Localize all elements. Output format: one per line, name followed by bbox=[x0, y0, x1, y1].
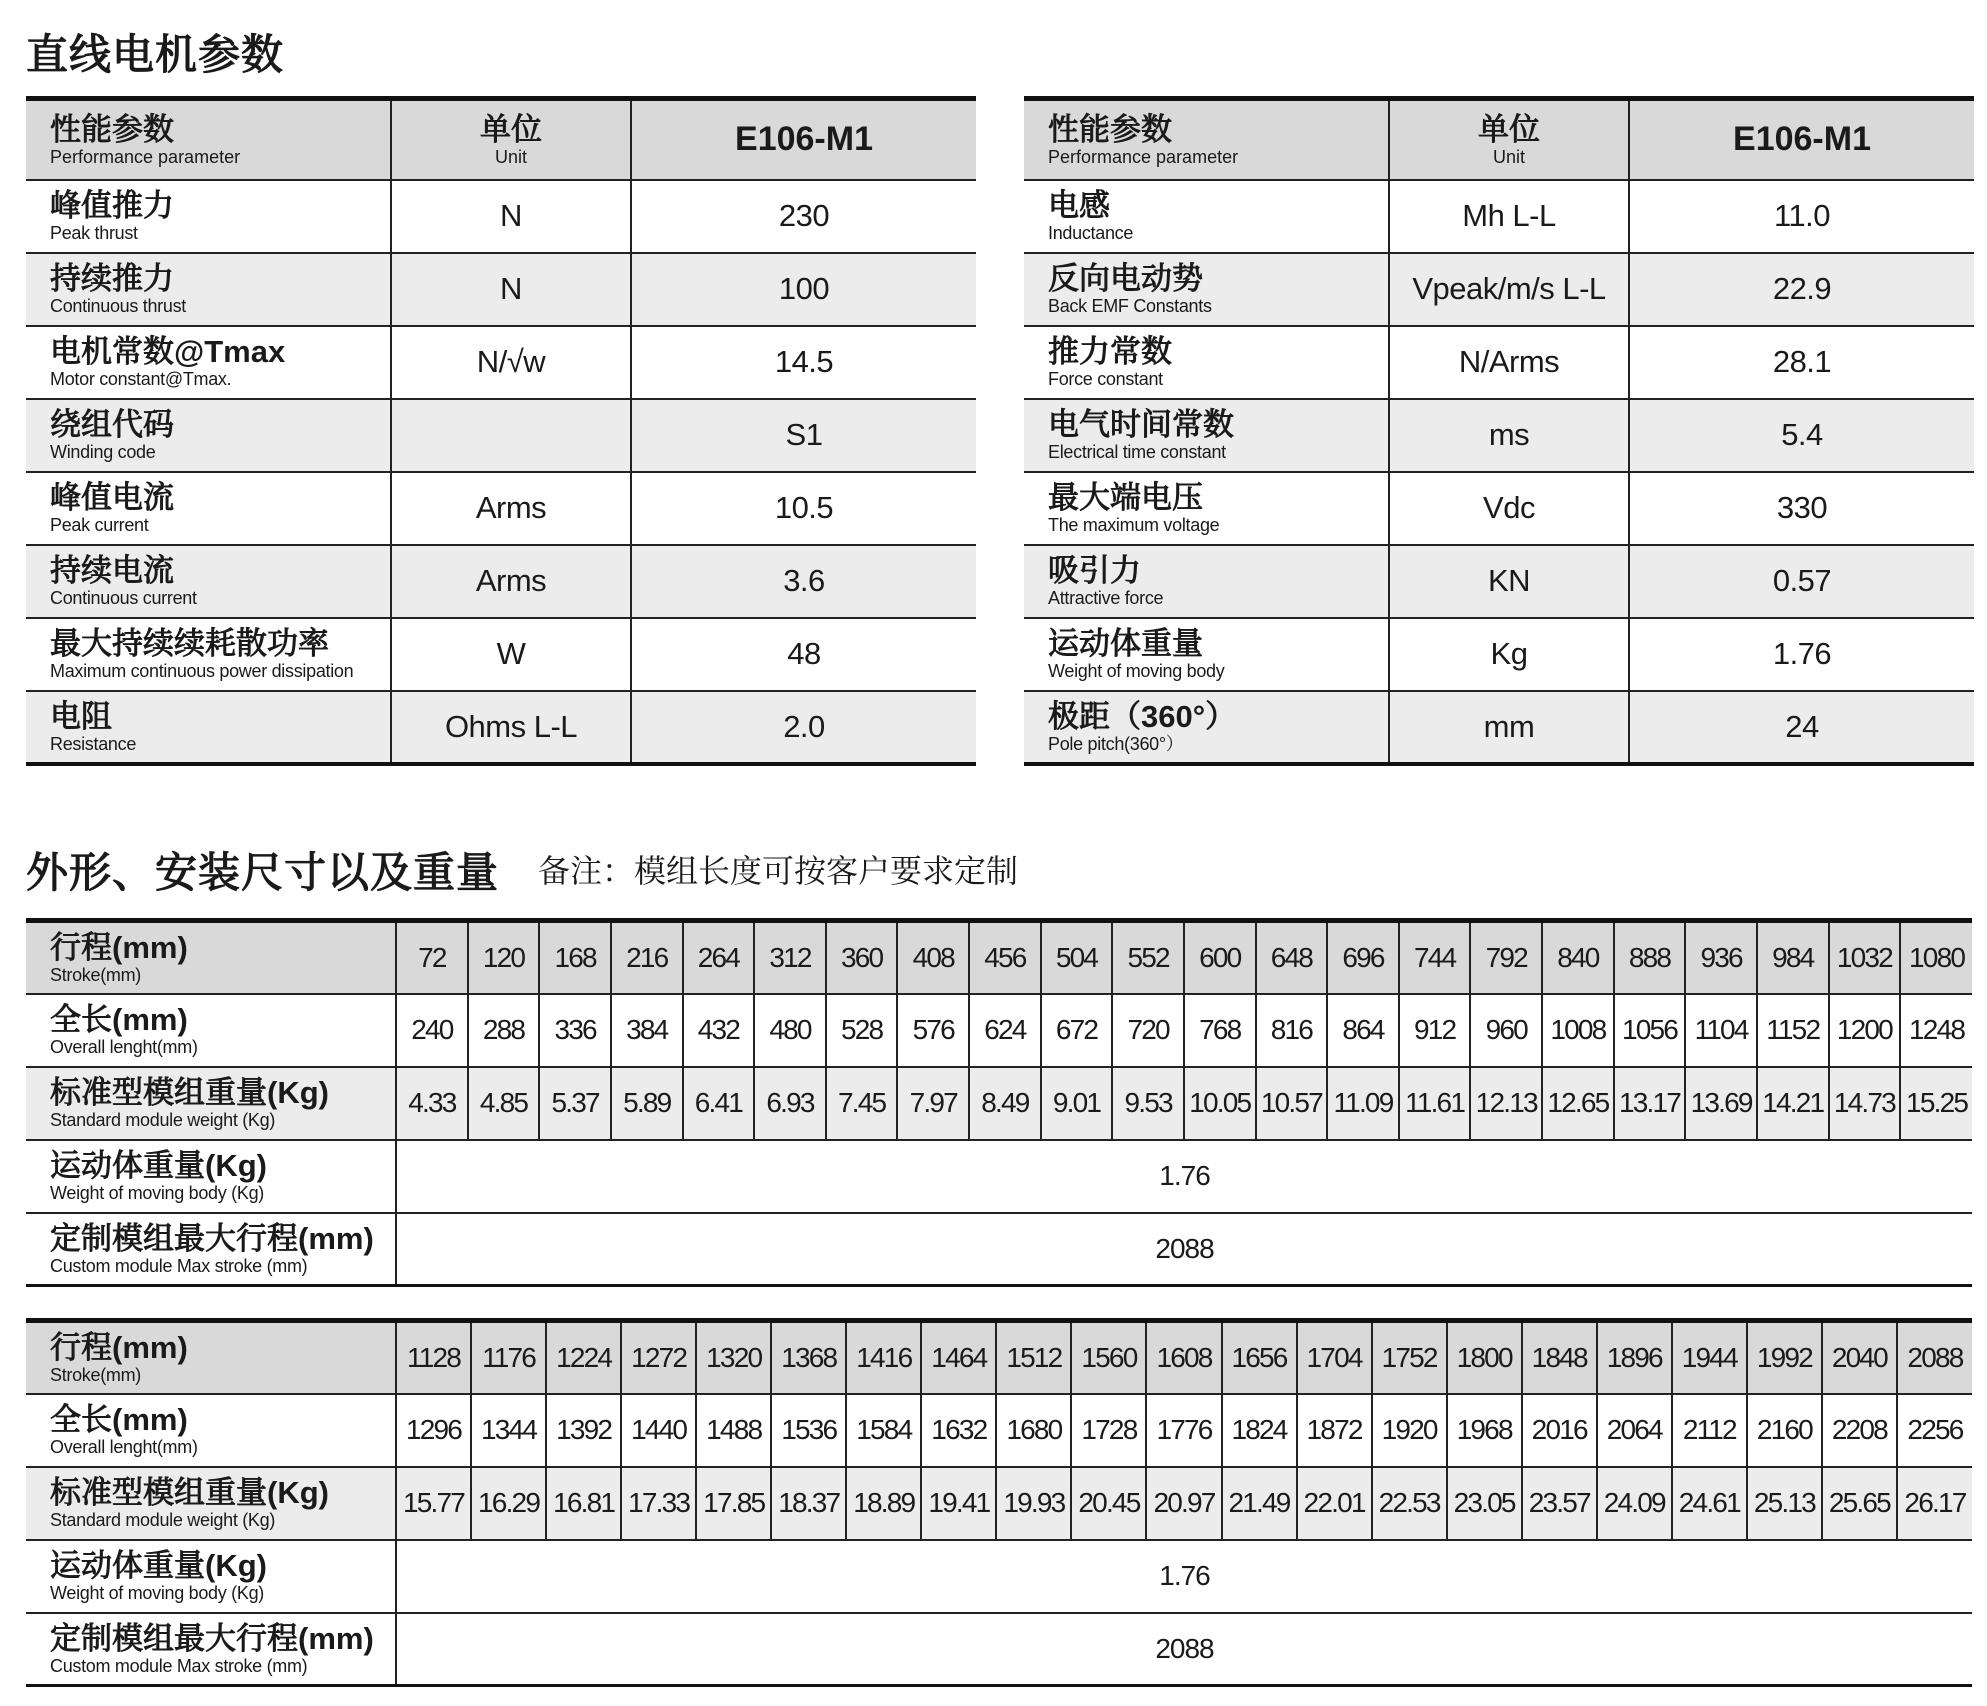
length-cell: 768 bbox=[1184, 994, 1256, 1067]
param-name-cell bbox=[1024, 180, 1389, 253]
weight-cell: 18.89 bbox=[846, 1467, 921, 1540]
row-label-en: Overall lenght(mm) bbox=[50, 1037, 198, 1057]
table-row bbox=[1024, 618, 1974, 691]
param-name-cell bbox=[26, 180, 391, 253]
weight-cell: 20.97 bbox=[1146, 1467, 1221, 1540]
param-name-en: Continuous current bbox=[50, 588, 197, 608]
param-name-en: Electrical time constant bbox=[1048, 442, 1226, 462]
row-label-cn: 标准型模组重量(Kg) bbox=[50, 1075, 329, 1110]
param-name-en: Force constant bbox=[1048, 369, 1163, 389]
header-param-cn: 性能参数 bbox=[1048, 111, 1172, 147]
stroke-cell: 504 bbox=[1041, 921, 1113, 994]
param-unit-cell: Arms bbox=[391, 472, 631, 545]
stroke-cell: 1656 bbox=[1222, 1321, 1297, 1394]
stroke-cell: 552 bbox=[1112, 921, 1184, 994]
length-cell: 1824 bbox=[1222, 1394, 1297, 1467]
header-model-cell: E106-M1 bbox=[1629, 99, 1974, 180]
stroke-cell: 1848 bbox=[1522, 1321, 1597, 1394]
param-name-cn: 电气时间常数 bbox=[1048, 407, 1234, 442]
weight-cell: 22.01 bbox=[1297, 1467, 1372, 1540]
param-name-en: The maximum voltage bbox=[1048, 515, 1220, 535]
stroke-cell: 792 bbox=[1470, 921, 1542, 994]
table-row bbox=[1024, 253, 1974, 326]
header-param-en: Performance parameter bbox=[50, 146, 241, 167]
stroke-row-weight bbox=[26, 1467, 1972, 1540]
param-value-cell: 48 bbox=[631, 618, 976, 691]
param-name-cn: 电机常数@Tmax bbox=[50, 334, 286, 369]
param-name-cn: 反向电动势 bbox=[1048, 261, 1203, 296]
param-name-cell bbox=[26, 326, 391, 399]
row-label-cn: 行程(mm) bbox=[50, 929, 188, 965]
param-name-cn: 电阻 bbox=[50, 698, 112, 734]
param-name-cn: 吸引力 bbox=[1048, 553, 1141, 588]
weight-cell: 11.09 bbox=[1327, 1067, 1399, 1140]
stroke-cell: 1704 bbox=[1297, 1321, 1372, 1394]
param-name-cn: 极距（360°） bbox=[1048, 698, 1237, 734]
stroke-cell: 1224 bbox=[546, 1321, 621, 1394]
length-cell: 720 bbox=[1112, 994, 1184, 1067]
stroke-cell: 1272 bbox=[621, 1321, 696, 1394]
table-row bbox=[26, 691, 976, 764]
param-unit-cell: N bbox=[391, 180, 631, 253]
table-header-row bbox=[26, 99, 976, 180]
param-name-cell bbox=[26, 545, 391, 618]
row-label-cn: 全长(mm) bbox=[50, 1002, 188, 1037]
param-name-en: Pole pitch(360°） bbox=[1048, 733, 1184, 754]
table-row bbox=[26, 326, 976, 399]
row-label-cn: 全长(mm) bbox=[50, 1402, 188, 1437]
row-label-weight bbox=[26, 1067, 396, 1140]
table-row bbox=[1024, 472, 1974, 545]
row-label-moving bbox=[26, 1140, 396, 1213]
stroke-cell: 1608 bbox=[1146, 1321, 1221, 1394]
param-name-en: Resistance bbox=[50, 733, 137, 754]
weight-cell: 9.53 bbox=[1112, 1067, 1184, 1140]
param-value-cell: 14.5 bbox=[631, 326, 976, 399]
stroke-cell: 600 bbox=[1184, 921, 1256, 994]
weight-cell: 14.73 bbox=[1829, 1067, 1901, 1140]
param-name-cn: 运动体重量 bbox=[1048, 626, 1203, 661]
header-param-cell bbox=[26, 99, 391, 180]
row-label-cn: 行程(mm) bbox=[50, 1329, 188, 1365]
stroke-cell: 1368 bbox=[771, 1321, 846, 1394]
param-value-cell: 22.9 bbox=[1629, 253, 1974, 326]
weight-cell: 17.33 bbox=[621, 1467, 696, 1540]
param-unit-cell: N/Arms bbox=[1389, 326, 1629, 399]
stroke-cell: 216 bbox=[611, 921, 683, 994]
header-unit-cell bbox=[1389, 99, 1629, 180]
length-cell: 1248 bbox=[1900, 994, 1972, 1067]
weight-cell: 12.65 bbox=[1542, 1067, 1614, 1140]
stroke-cell: 264 bbox=[683, 921, 755, 994]
param-name-en: Motor constant@Tmax. bbox=[50, 369, 232, 389]
length-cell: 2064 bbox=[1597, 1394, 1672, 1467]
param-name-cell bbox=[1024, 399, 1389, 472]
length-cell: 1488 bbox=[696, 1394, 771, 1467]
weight-cell: 16.81 bbox=[546, 1467, 621, 1540]
param-name-cell bbox=[1024, 691, 1389, 764]
length-cell: 1440 bbox=[621, 1394, 696, 1467]
stroke-cell: 1896 bbox=[1597, 1321, 1672, 1394]
length-cell: 624 bbox=[969, 994, 1041, 1067]
length-cell: 240 bbox=[396, 994, 468, 1067]
stroke-cell: 1800 bbox=[1447, 1321, 1522, 1394]
param-value-cell: 28.1 bbox=[1629, 326, 1974, 399]
param-name-en: Weight of moving body bbox=[1048, 661, 1225, 681]
row-label-length bbox=[26, 994, 396, 1067]
length-cell: 432 bbox=[683, 994, 755, 1067]
param-unit-cell: Mh L-L bbox=[1389, 180, 1629, 253]
table-row bbox=[26, 180, 976, 253]
param-name-cell bbox=[1024, 326, 1389, 399]
row-label-en: Overall lenght(mm) bbox=[50, 1437, 198, 1457]
length-cell: 1968 bbox=[1447, 1394, 1522, 1467]
row-label-max bbox=[26, 1613, 396, 1686]
param-name-cell bbox=[26, 472, 391, 545]
param-name-en: Peak thrust bbox=[50, 223, 138, 243]
length-cell: 1392 bbox=[546, 1394, 621, 1467]
weight-cell: 5.37 bbox=[539, 1067, 611, 1140]
stroke-cell: 168 bbox=[539, 921, 611, 994]
param-unit-cell: Vpeak/m/s L-L bbox=[1389, 253, 1629, 326]
stroke-cell: 72 bbox=[396, 921, 468, 994]
stroke-cell: 1560 bbox=[1071, 1321, 1146, 1394]
stroke-row-moving bbox=[26, 1540, 1972, 1613]
row-label-en: Stroke(mm) bbox=[50, 1364, 141, 1385]
stroke-cell: 1032 bbox=[1829, 921, 1901, 994]
table-row bbox=[26, 618, 976, 691]
table-row bbox=[26, 253, 976, 326]
weight-cell: 14.21 bbox=[1757, 1067, 1829, 1140]
row-label-cn: 运动体重量(Kg) bbox=[50, 1148, 267, 1183]
weight-cell: 7.45 bbox=[826, 1067, 898, 1140]
row-label-en: Custom module Max stroke (mm) bbox=[50, 1255, 308, 1276]
length-cell: 2016 bbox=[1522, 1394, 1597, 1467]
param-name-en: Attractive force bbox=[1048, 588, 1164, 608]
stroke-cell: 1992 bbox=[1747, 1321, 1822, 1394]
moving-value-cell: 1.76 bbox=[396, 1140, 1972, 1213]
row-label-length bbox=[26, 1394, 396, 1467]
param-name-en: Peak current bbox=[50, 515, 149, 535]
param-name-cn: 电感 bbox=[1048, 188, 1110, 223]
param-name-en: Winding code bbox=[50, 442, 156, 462]
row-label-moving bbox=[26, 1540, 396, 1613]
length-cell: 288 bbox=[468, 994, 540, 1067]
header-param-cn: 性能参数 bbox=[50, 111, 174, 147]
stroke-cell: 840 bbox=[1542, 921, 1614, 994]
param-unit-cell: KN bbox=[1389, 545, 1629, 618]
max-value-cell: 2088 bbox=[396, 1613, 1972, 1686]
max-value-cell: 2088 bbox=[396, 1213, 1972, 1286]
weight-cell: 23.05 bbox=[1447, 1467, 1522, 1540]
length-cell: 912 bbox=[1399, 994, 1471, 1067]
stroke-cell: 1128 bbox=[396, 1321, 471, 1394]
row-label-max bbox=[26, 1213, 396, 1286]
header-param-cell bbox=[1024, 99, 1389, 180]
stroke-cell: 696 bbox=[1327, 921, 1399, 994]
param-unit-cell: Vdc bbox=[1389, 472, 1629, 545]
row-label-stroke bbox=[26, 921, 396, 994]
param-name-cell bbox=[1024, 618, 1389, 691]
param-name-cell bbox=[1024, 253, 1389, 326]
table-row bbox=[26, 545, 976, 618]
length-cell: 2256 bbox=[1897, 1394, 1972, 1467]
weight-cell: 23.57 bbox=[1522, 1467, 1597, 1540]
length-cell: 1152 bbox=[1757, 994, 1829, 1067]
length-cell: 480 bbox=[754, 994, 826, 1067]
length-cell: 864 bbox=[1327, 994, 1399, 1067]
table-row bbox=[1024, 180, 1974, 253]
length-cell: 1872 bbox=[1297, 1394, 1372, 1467]
header-unit-en: Unit bbox=[494, 146, 527, 167]
param-value-cell: 0.57 bbox=[1629, 545, 1974, 618]
weight-cell: 18.37 bbox=[771, 1467, 846, 1540]
length-cell: 336 bbox=[539, 994, 611, 1067]
parameter-table-left bbox=[26, 96, 976, 766]
length-cell: 384 bbox=[611, 994, 683, 1067]
param-name-cn: 最大持续续耗散功率 bbox=[50, 626, 329, 661]
stroke-cell: 2088 bbox=[1897, 1321, 1972, 1394]
length-cell: 576 bbox=[897, 994, 969, 1067]
weight-cell: 20.45 bbox=[1071, 1467, 1146, 1540]
table-header-row bbox=[1024, 99, 1974, 180]
stroke-row-length bbox=[26, 1394, 1972, 1467]
weight-cell: 25.65 bbox=[1822, 1467, 1897, 1540]
row-label-stroke bbox=[26, 1321, 396, 1394]
length-cell: 2112 bbox=[1672, 1394, 1747, 1467]
param-name-cell bbox=[26, 618, 391, 691]
header-unit-cn: 单位 bbox=[480, 111, 542, 147]
param-name-cell bbox=[26, 253, 391, 326]
length-cell: 1056 bbox=[1614, 994, 1686, 1067]
row-label-en: Custom module Max stroke (mm) bbox=[50, 1655, 308, 1676]
length-cell: 1296 bbox=[396, 1394, 471, 1467]
stroke-row-max bbox=[26, 1613, 1972, 1686]
table-row bbox=[26, 399, 976, 472]
weight-cell: 19.93 bbox=[996, 1467, 1071, 1540]
weight-cell: 24.09 bbox=[1597, 1467, 1672, 1540]
param-unit-cell: N/√w bbox=[391, 326, 631, 399]
param-value-cell: 330 bbox=[1629, 472, 1974, 545]
param-name-cell bbox=[26, 691, 391, 764]
length-cell: 1728 bbox=[1071, 1394, 1146, 1467]
stroke-cell: 360 bbox=[826, 921, 898, 994]
weight-cell: 10.05 bbox=[1184, 1067, 1256, 1140]
weight-cell: 5.89 bbox=[611, 1067, 683, 1140]
weight-cell: 19.41 bbox=[921, 1467, 996, 1540]
weight-cell: 16.29 bbox=[471, 1467, 546, 1540]
length-cell: 2160 bbox=[1747, 1394, 1822, 1467]
weight-cell: 15.77 bbox=[396, 1467, 471, 1540]
stroke-table-1 bbox=[26, 918, 1972, 1287]
param-value-cell: 230 bbox=[631, 180, 976, 253]
weight-cell: 13.69 bbox=[1685, 1067, 1757, 1140]
stroke-cell: 744 bbox=[1399, 921, 1471, 994]
stroke-cell: 648 bbox=[1256, 921, 1328, 994]
param-value-cell: 100 bbox=[631, 253, 976, 326]
param-name-en: Continuous thrust bbox=[50, 296, 186, 316]
table-row bbox=[26, 472, 976, 545]
header-model-cell: E106-M1 bbox=[631, 99, 976, 180]
weight-cell: 8.49 bbox=[969, 1067, 1041, 1140]
weight-cell: 9.01 bbox=[1041, 1067, 1113, 1140]
weight-cell: 6.41 bbox=[683, 1067, 755, 1140]
stroke-cell: 2040 bbox=[1822, 1321, 1897, 1394]
stroke-row-max bbox=[26, 1213, 1972, 1286]
param-value-cell: 5.4 bbox=[1629, 399, 1974, 472]
length-cell: 1200 bbox=[1829, 994, 1901, 1067]
param-name-cn: 推力常数 bbox=[1048, 334, 1172, 369]
row-label-en: Standard module weight (Kg) bbox=[50, 1110, 276, 1130]
weight-cell: 24.61 bbox=[1672, 1467, 1747, 1540]
length-cell: 1584 bbox=[846, 1394, 921, 1467]
weight-cell: 17.85 bbox=[696, 1467, 771, 1540]
param-name-cell bbox=[26, 399, 391, 472]
weight-cell: 25.13 bbox=[1747, 1467, 1822, 1540]
weight-cell: 4.85 bbox=[468, 1067, 540, 1140]
weight-cell: 7.97 bbox=[897, 1067, 969, 1140]
row-label-weight bbox=[26, 1467, 396, 1540]
section-title-dimensions: 外形、安装尺寸以及重量 bbox=[26, 849, 500, 896]
parameter-table-right bbox=[1024, 96, 1974, 766]
header-unit-en: Unit bbox=[1492, 146, 1525, 167]
length-cell: 1104 bbox=[1685, 994, 1757, 1067]
stroke-cell: 1176 bbox=[471, 1321, 546, 1394]
stroke-cell: 888 bbox=[1614, 921, 1686, 994]
param-value-cell: 24 bbox=[1629, 691, 1974, 764]
stroke-row-stroke bbox=[26, 1321, 1972, 1394]
row-label-cn: 运动体重量(Kg) bbox=[50, 1548, 267, 1583]
param-name-en: Back EMF Constants bbox=[1048, 296, 1212, 316]
stroke-cell: 1320 bbox=[696, 1321, 771, 1394]
param-unit-cell: mm bbox=[1389, 691, 1629, 764]
length-cell: 1632 bbox=[921, 1394, 996, 1467]
param-value-cell: 3.6 bbox=[631, 545, 976, 618]
weight-cell: 6.93 bbox=[754, 1067, 826, 1140]
weight-cell: 26.17 bbox=[1897, 1467, 1972, 1540]
param-unit-cell: Arms bbox=[391, 545, 631, 618]
moving-value-cell: 1.76 bbox=[396, 1540, 1972, 1613]
stroke-row-length bbox=[26, 994, 1972, 1067]
stroke-cell: 1944 bbox=[1672, 1321, 1747, 1394]
length-cell: 816 bbox=[1256, 994, 1328, 1067]
stroke-cell: 1512 bbox=[996, 1321, 1071, 1394]
stroke-row-weight bbox=[26, 1067, 1972, 1140]
param-value-cell: 11.0 bbox=[1629, 180, 1974, 253]
row-label-en: Weight of moving body (Kg) bbox=[50, 1183, 264, 1203]
table-row bbox=[1024, 399, 1974, 472]
section-note: 备注：模组长度可按客户要求定制 bbox=[538, 853, 1019, 889]
length-cell: 1344 bbox=[471, 1394, 546, 1467]
stroke-row-stroke bbox=[26, 921, 1972, 994]
param-value-cell: 2.0 bbox=[631, 691, 976, 764]
stroke-cell: 1752 bbox=[1372, 1321, 1447, 1394]
param-unit-cell: W bbox=[391, 618, 631, 691]
param-value-cell: 1.76 bbox=[1629, 618, 1974, 691]
weight-cell: 21.49 bbox=[1222, 1467, 1297, 1540]
param-name-cell bbox=[1024, 545, 1389, 618]
length-cell: 672 bbox=[1041, 994, 1113, 1067]
param-name-cn: 持续电流 bbox=[50, 553, 174, 588]
param-unit-cell: ms bbox=[1389, 399, 1629, 472]
param-name-en: Maximum continuous power dissipation bbox=[50, 661, 354, 681]
param-unit-cell bbox=[391, 399, 631, 472]
length-cell: 960 bbox=[1470, 994, 1542, 1067]
stroke-cell: 936 bbox=[1685, 921, 1757, 994]
param-name-en: Inductance bbox=[1048, 223, 1134, 243]
weight-cell: 12.13 bbox=[1470, 1067, 1542, 1140]
stroke-cell: 1464 bbox=[921, 1321, 996, 1394]
table-row bbox=[1024, 545, 1974, 618]
weight-cell: 22.53 bbox=[1372, 1467, 1447, 1540]
stroke-cell: 1416 bbox=[846, 1321, 921, 1394]
length-cell: 1776 bbox=[1146, 1394, 1221, 1467]
stroke-cell: 456 bbox=[969, 921, 1041, 994]
param-name-cn: 持续推力 bbox=[50, 261, 174, 296]
length-cell: 528 bbox=[826, 994, 898, 1067]
header-unit-cell bbox=[391, 99, 631, 180]
length-cell: 1920 bbox=[1372, 1394, 1447, 1467]
param-value-cell: S1 bbox=[631, 399, 976, 472]
length-cell: 1536 bbox=[771, 1394, 846, 1467]
stroke-cell: 1080 bbox=[1900, 921, 1972, 994]
param-name-cn: 绕组代码 bbox=[50, 407, 174, 442]
weight-cell: 13.17 bbox=[1614, 1067, 1686, 1140]
table-row bbox=[1024, 691, 1974, 764]
stroke-cell: 312 bbox=[754, 921, 826, 994]
length-cell: 1680 bbox=[996, 1394, 1071, 1467]
param-unit-cell: Kg bbox=[1389, 618, 1629, 691]
param-name-cn: 峰值电流 bbox=[50, 480, 174, 515]
row-label-cn: 定制模组最大行程(mm) bbox=[50, 1220, 374, 1256]
row-label-en: Stroke(mm) bbox=[50, 964, 141, 985]
param-unit-cell: Ohms L-L bbox=[391, 691, 631, 764]
header-unit-cn: 单位 bbox=[1478, 111, 1540, 147]
stroke-cell: 984 bbox=[1757, 921, 1829, 994]
param-value-cell: 10.5 bbox=[631, 472, 976, 545]
table-row bbox=[1024, 326, 1974, 399]
param-unit-cell: N bbox=[391, 253, 631, 326]
weight-cell: 4.33 bbox=[396, 1067, 468, 1140]
stroke-cell: 120 bbox=[468, 921, 540, 994]
weight-cell: 11.61 bbox=[1399, 1067, 1471, 1140]
length-cell: 2208 bbox=[1822, 1394, 1897, 1467]
weight-cell: 10.57 bbox=[1256, 1067, 1328, 1140]
stroke-cell: 408 bbox=[897, 921, 969, 994]
row-label-cn: 标准型模组重量(Kg) bbox=[50, 1475, 329, 1510]
header-param-en: Performance parameter bbox=[1048, 146, 1239, 167]
row-label-en: Weight of moving body (Kg) bbox=[50, 1583, 264, 1603]
param-name-cn: 最大端电压 bbox=[1048, 480, 1203, 515]
param-name-cell bbox=[1024, 472, 1389, 545]
stroke-table-2 bbox=[26, 1318, 1972, 1687]
stroke-row-moving bbox=[26, 1140, 1972, 1213]
param-name-cn: 峰值推力 bbox=[50, 188, 174, 223]
row-label-en: Standard module weight (Kg) bbox=[50, 1510, 276, 1530]
row-label-cn: 定制模组最大行程(mm) bbox=[50, 1620, 374, 1656]
length-cell: 1008 bbox=[1542, 994, 1614, 1067]
section-title-motor-params: 直线电机参数 bbox=[26, 31, 285, 78]
weight-cell: 15.25 bbox=[1900, 1067, 1972, 1140]
